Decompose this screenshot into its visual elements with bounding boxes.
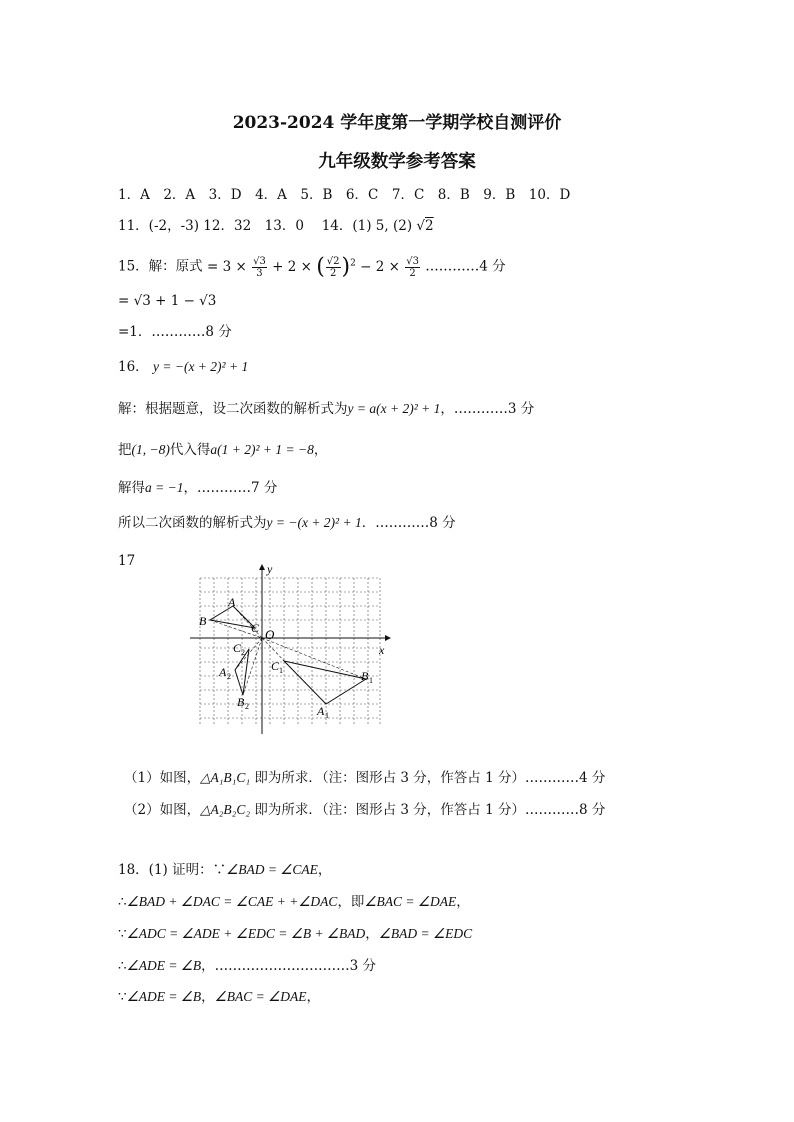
- q17-answer1-pre: （1）如图，: [124, 770, 201, 786]
- document-title: 2023-2024 学年度第一学期学校自测评价: [232, 113, 562, 133]
- q16-line2-point: (1, −8): [131, 442, 170, 457]
- q18-line2-expr2: ∠BAC = ∠DAE: [364, 894, 457, 909]
- q18-line4-expr: ∠ADE = ∠B: [126, 958, 202, 973]
- q17-label: 17: [118, 553, 136, 569]
- q16-line2-expr: a(1 + 2)² + 1 = −8: [210, 442, 314, 457]
- q16-line3-score: ，…………7 分: [183, 480, 278, 496]
- q16-line2-end: ，: [313, 442, 328, 458]
- q18-line3-mid: ，: [365, 926, 379, 942]
- q17-answer1: [124, 769, 605, 787]
- q18-line4-score: ，…………………………3 分: [201, 958, 377, 974]
- q16-line4-expr: y = −(x + 2)² + 1: [266, 515, 362, 530]
- q18-line5-expr2: ∠BAC = ∠DAE: [214, 989, 307, 1004]
- triangle-ABC: [210, 606, 255, 628]
- label-A1-sub: 1: [325, 711, 329, 720]
- label-A: A: [228, 595, 236, 609]
- q18-line5-end: ，: [306, 989, 320, 1005]
- q17-answer1-post: 即为所求．（注：图形占 3 分，作答占 1 分）…………4 分: [250, 770, 606, 786]
- q15-label: 15．解：原式: [118, 258, 203, 275]
- q18-line3: [118, 925, 472, 943]
- q18-line2-expr: ∠BAD + ∠DAC = ∠CAE + +∠DAC: [126, 894, 338, 909]
- label-B2-sub: 2: [245, 702, 249, 711]
- y-axis-label: y: [267, 562, 273, 576]
- x-axis-label: x: [379, 643, 385, 657]
- q18-line5: [118, 988, 320, 1006]
- sqrt2-expression: √2: [416, 218, 434, 234]
- label-B1-sub: 1: [369, 676, 373, 685]
- q18-line5-pre: ∵: [118, 989, 127, 1005]
- q17-answer2-post: 即为所求．（注：图形占 3 分，作答占 1 分）…………8 分: [250, 802, 606, 818]
- q18-line5-expr: ∠ADE = ∠B: [126, 989, 202, 1004]
- fill-answers: [118, 217, 434, 235]
- q18-line2-end: ，: [456, 894, 470, 910]
- q16-label: 16．: [118, 359, 149, 375]
- fill-answers-text: 11．(-2，-3) 12．32 13．0 14．(1) 5, (2): [118, 218, 413, 234]
- q18-line3-pre: ∵: [118, 926, 127, 942]
- q18-line3-expr2: ∠BAD = ∠EDC: [378, 926, 473, 941]
- label-A1: A: [317, 704, 325, 718]
- q18-line1: [118, 861, 331, 879]
- q16-line1-expr: y = a(x + 2)² + 1: [347, 401, 441, 416]
- coordinate-grid-figure: [185, 562, 395, 737]
- q17-answer2: [124, 801, 605, 819]
- q16-line2: [118, 441, 327, 459]
- q16-line2-pre: 把: [118, 442, 132, 458]
- q16-line3-expr: a = −1: [145, 480, 184, 495]
- q16-line4-text: 所以二次函数的解析式为: [118, 515, 267, 531]
- q15-line1: [118, 254, 506, 279]
- q18-line2-pre: ∴: [118, 894, 127, 910]
- q16-line3-pre: 解得: [118, 480, 145, 496]
- q16-line3: [118, 479, 277, 497]
- q16-line1-text: 解：根据题意，设二次函数的解析式为: [118, 401, 348, 417]
- q16-line4-score: ．…………8 分: [361, 515, 456, 531]
- q18-line3-expr: ∠ADC = ∠ADE + ∠EDC = ∠B + ∠BAD: [126, 926, 366, 941]
- label-B: B: [199, 614, 207, 628]
- document-subtitle: 九年级数学参考答案: [318, 152, 476, 172]
- q18-line1-expr: ∠BAD = ∠CAE: [226, 862, 318, 877]
- q16-answer: y = −(x + 2)² + 1: [152, 359, 249, 374]
- y-axis-arrow: [259, 564, 265, 570]
- q18-line5-mid: ，: [201, 989, 215, 1005]
- x-axis-arrow: [385, 635, 391, 641]
- label-C: C: [251, 621, 260, 635]
- dashed-O-B2: [243, 638, 262, 695]
- origin-label: O: [265, 627, 275, 642]
- q18-line2: [118, 893, 470, 911]
- label-C1-sub: 1: [279, 666, 283, 675]
- q16-line1-score: ，…………3 分: [440, 401, 535, 417]
- q15-step2: = √3 + 1 − √3: [118, 293, 217, 309]
- q15-step3: =1．…………8 分: [118, 324, 232, 340]
- label-C2: C: [233, 641, 242, 655]
- label-C1: C: [271, 659, 280, 673]
- q16-line2-mid: 代入得: [169, 442, 211, 458]
- grid-lines: [200, 578, 380, 724]
- q15-score: …………4 分: [425, 258, 506, 275]
- q17-answer1-triangle: △A₁B₁C₁: [200, 770, 251, 785]
- q18-line4: [118, 957, 376, 975]
- q16-line1: [118, 400, 534, 418]
- q17-answer2-pre: （2）如图，: [124, 802, 201, 818]
- q18-line1-pre: 18．(1) 证明：∵: [118, 862, 227, 878]
- label-B1: B: [361, 669, 369, 683]
- q18-line1-end: ，: [317, 862, 332, 878]
- label-B2: B: [237, 695, 245, 709]
- q18-line4-pre: ∴: [118, 958, 127, 974]
- choice-answers: 1．A 2．A 3．D 4．A 5．B 6．C 7．C 8．B 9．B 10．D: [118, 187, 571, 203]
- label-C2-sub: 2: [241, 648, 245, 657]
- q18-line2-mid: ，即: [337, 894, 365, 910]
- label-A2-sub: 2: [227, 672, 231, 681]
- label-A2: A: [219, 665, 227, 679]
- q17-answer2-triangle: △A₂B₂C₂: [200, 802, 251, 817]
- q16-answer-line: [118, 358, 248, 376]
- q16-line4: [118, 514, 456, 532]
- q15-formula: = 3 × $\frac{√3}{3}$ + 2 × ( $\frac{√2}{2}$ )$^2$ − 2 × $\frac{√3}{2}$: [206, 254, 419, 279]
